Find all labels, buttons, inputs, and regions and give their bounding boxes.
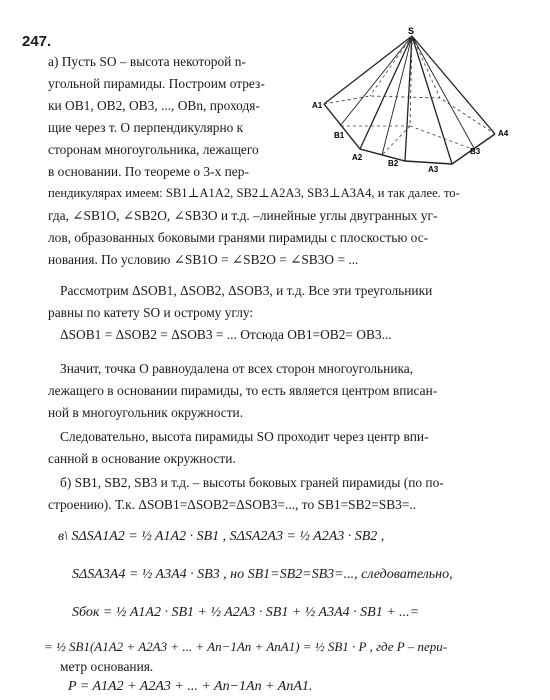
text-line: Рассмотрим ΔSOB1, ΔSOB2, ΔSOB3, и т.д. Все эти треугольники [60, 283, 433, 298]
formula-line: = ½ SB1(A1A2 + A2A3 + ... + An−1An + AnA1) = ½ SB1 · P , где P – пери- [44, 639, 448, 654]
text-line: лов, образованных боковыми гранями пирамиды с плоскостью ос- [48, 230, 429, 245]
label-s: S [408, 26, 415, 36]
text-line: пендикулярах имеем: SB1⊥A1A2, SB2⊥A2A3, SB3⊥A3A4, и так далее. то- [48, 186, 460, 200]
text-line: строению). Т.к. ΔSOB1=ΔSOB2=ΔSOB3=..., то SB1=SB2=SB3=.. [48, 497, 417, 512]
edge-sa1 [324, 36, 412, 104]
label-a2: A2 [352, 153, 363, 162]
label-a3: A3 [428, 165, 439, 174]
text-line: лежащего в основании пирамиды, то есть является центром вписан- [48, 383, 438, 398]
text-line: угольной пирамиды. Построим отрез- [48, 76, 265, 91]
text-line: ки OB1, OB2, OB3, ..., OBn, проходя- [48, 98, 260, 113]
text-line: щие через т. O перпендикулярно к [48, 120, 244, 135]
text-line: санной в основание окружности. [48, 451, 236, 466]
text-line: Значит, точка O равноудалена от всех сторон многоугольника, [60, 361, 414, 376]
text-line: сторонам многоугольника, лежащего [48, 142, 259, 157]
label-b2: B2 [388, 159, 399, 168]
edge-sa4 [412, 36, 452, 164]
text-line: метр основания. [60, 659, 154, 674]
slant-sb3 [412, 36, 475, 150]
label-a1: A1 [312, 101, 323, 110]
edge-sa5 [412, 36, 495, 134]
slant-sb2 [382, 36, 412, 155]
problem-number: 247. [22, 33, 52, 50]
formula-line: P = A1A2 + A2A3 + ... + An−1An + AnA1. [68, 679, 313, 694]
text-line: нования. По условию ∠SB1O = ∠SB2O = ∠SB3O = ... [48, 252, 359, 267]
label-b3: B3 [470, 147, 481, 156]
text-line: равны по катету SO и острому углу: [48, 305, 254, 320]
pyramid-figure [310, 26, 530, 176]
label-b1: B1 [334, 131, 345, 140]
text-line: в основании. По теореме о 3-х пер- [48, 164, 249, 179]
text-line: ΔSOB1 = ΔSOB2 = ΔSOB3 = ... Отсюда OB1=OB2= OB3... [60, 327, 392, 342]
text-line: а) Пусть SO – высота некоторой n- [48, 54, 246, 69]
hidden-base [324, 96, 495, 134]
formula-line: SΔSA3A4 = ½ A3A4 · SB3 , но SB1=SB2=SB3=..., следовательно, [72, 567, 453, 582]
text-line: б) SB1, SB2, SB3 и т.д. – высоты боковых граней пирамиды (по по- [60, 475, 444, 490]
slant-sb1 [340, 36, 412, 126]
formula-line: в\ SΔSA1A2 = ½ A1A2 · SB1 , SΔSA2A3 = ½ A2A3 · SB2 , [58, 529, 385, 544]
label-a4: A4 [498, 129, 509, 138]
text-line: ной в многоугольник окружности. [48, 405, 244, 420]
text-line: гда, ∠SB1O, ∠SB2O, ∠SB3O и т.д. –линейные углы двугранных уг- [48, 208, 438, 223]
text-line: Следовательно, высота пирамиды SO проходит через центр впи- [60, 429, 429, 444]
formula-line: Sбок = ½ A1A2 · SB1 + ½ A2A3 · SB1 + ½ A3A4 · SB1 + ...= [72, 605, 420, 620]
